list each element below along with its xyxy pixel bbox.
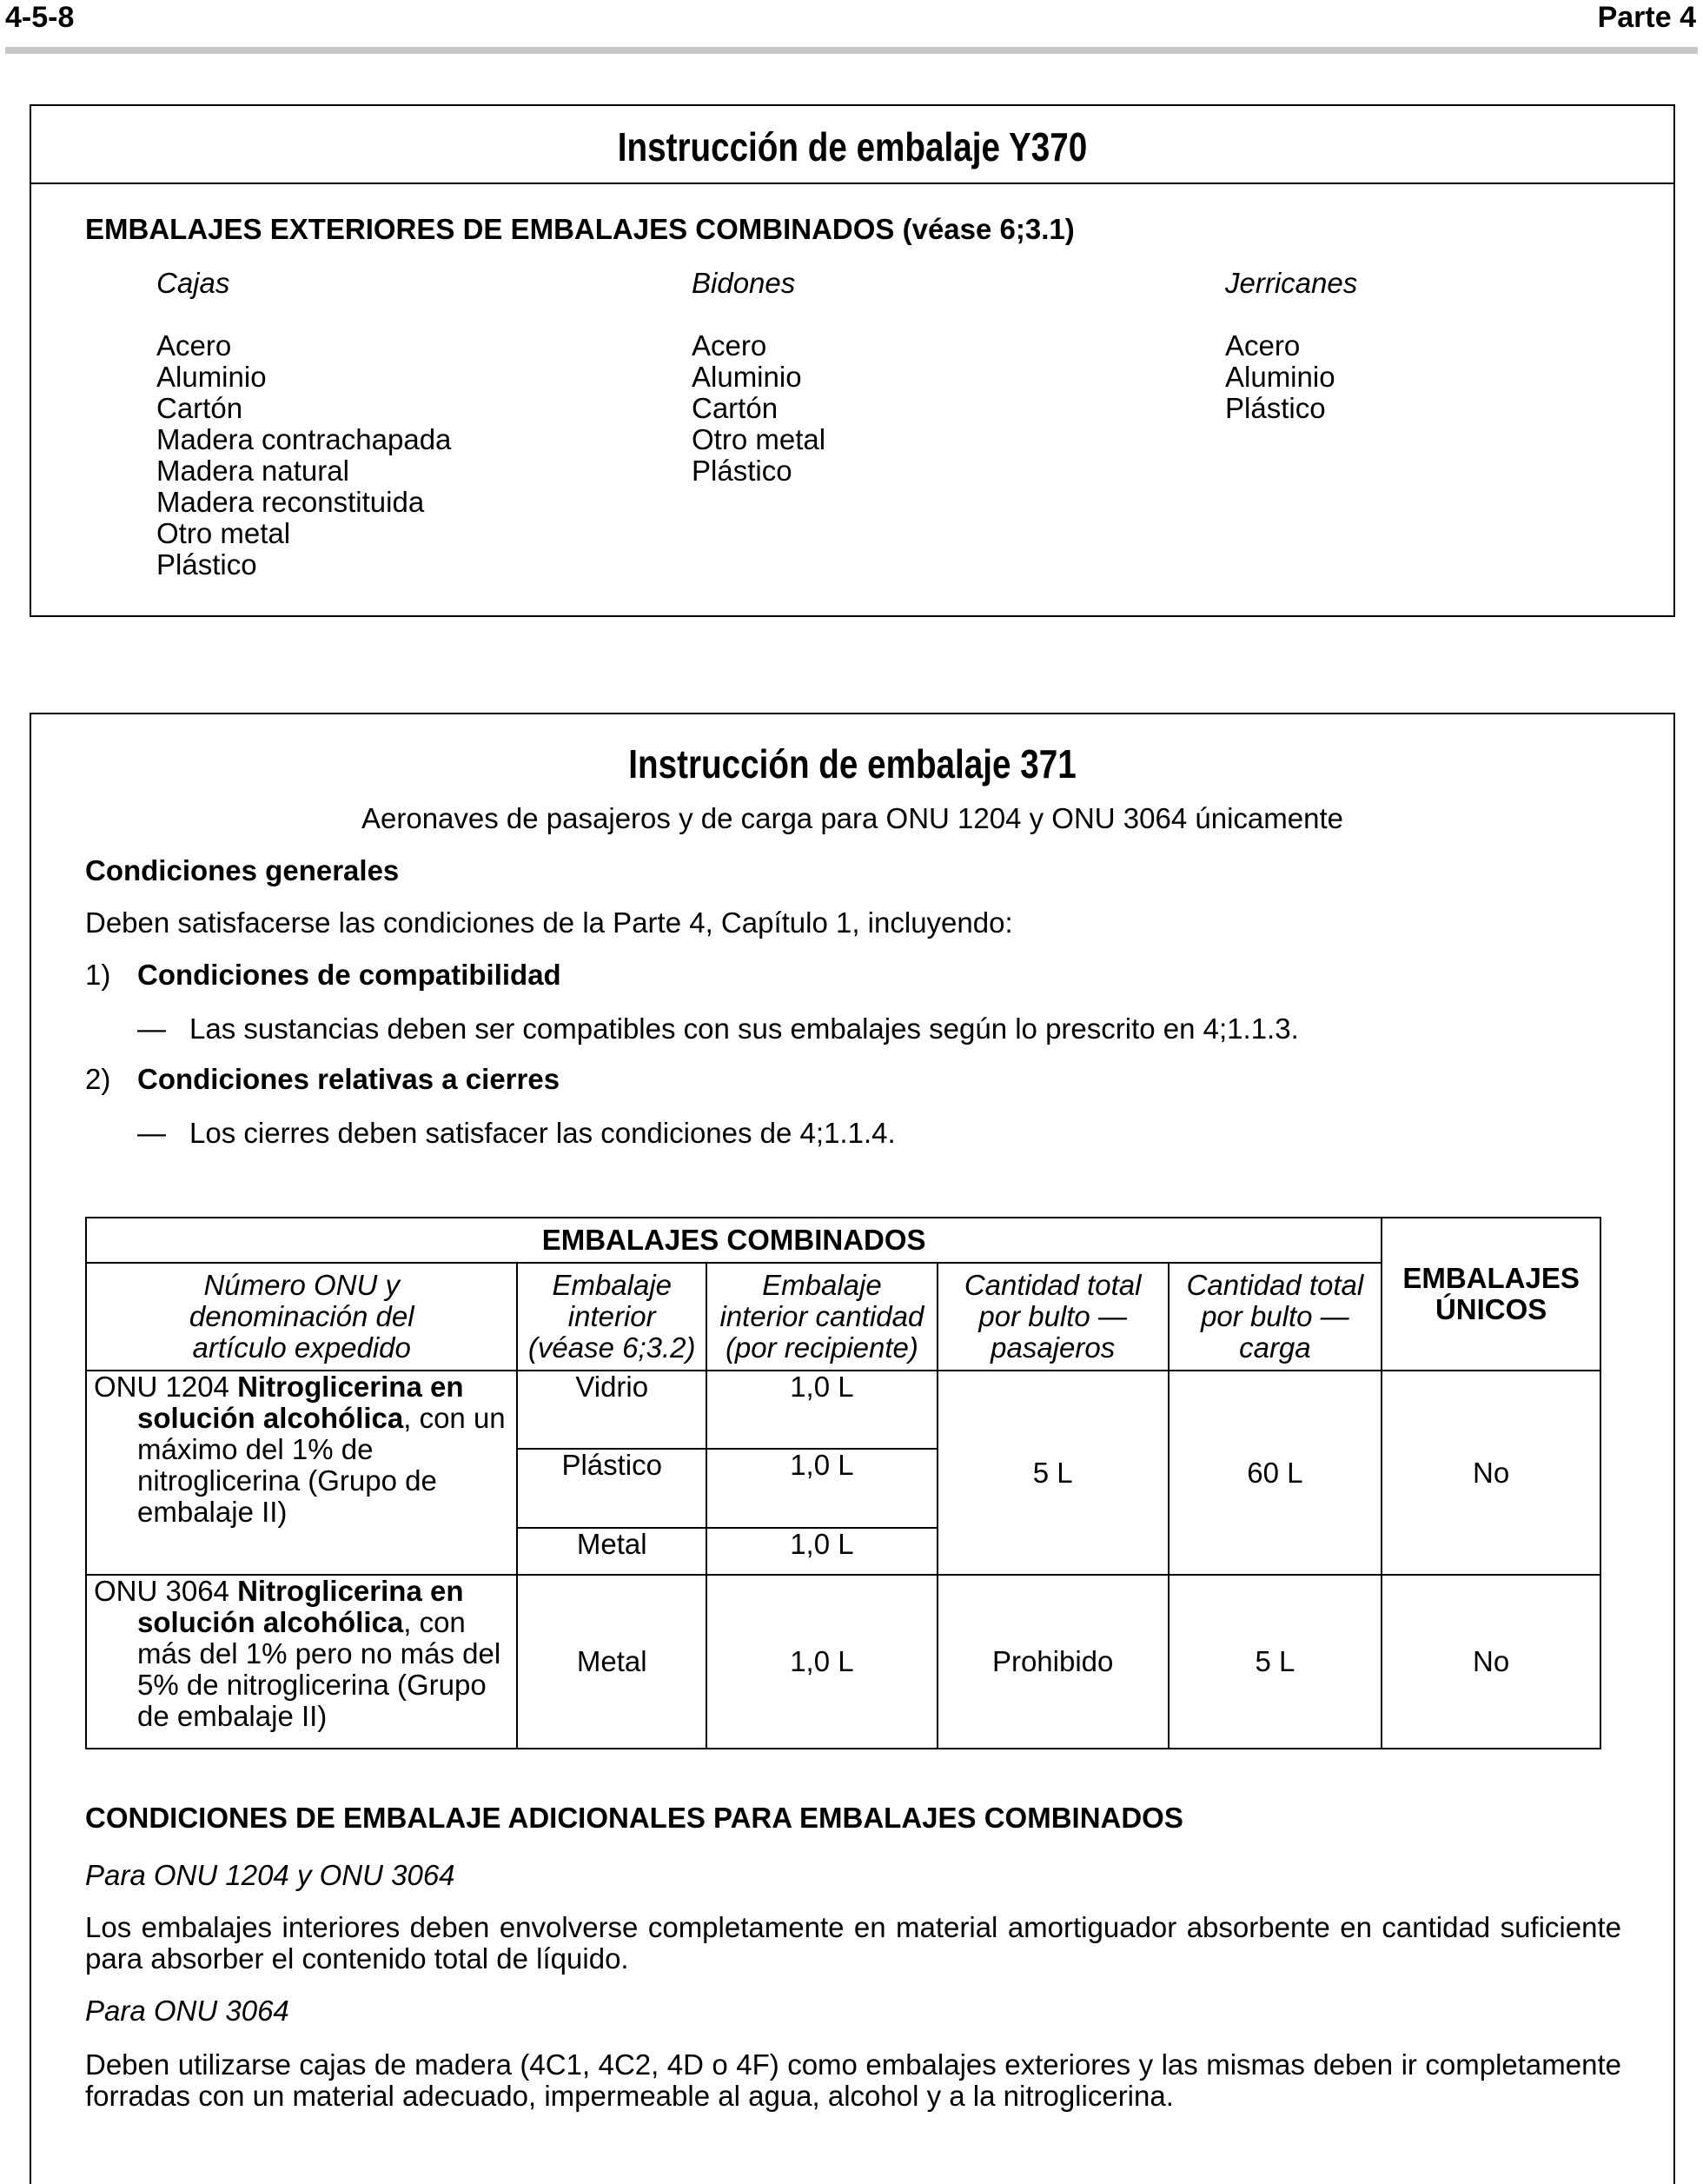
title-rule [31, 183, 1673, 184]
page-number: 4-5-8 [5, 1, 75, 34]
condition-number: 2) [85, 1063, 111, 1095]
boxes-material-list [156, 330, 451, 581]
inner-material: Plástico [517, 1449, 706, 1528]
list-item: Acero [156, 329, 232, 362]
column-heading-jerricans: Jerricanes [1225, 267, 1358, 299]
group-header: EMBALAJES COMBINADOS [86, 1218, 1382, 1263]
un-3064-description: ONU 3064 Nitroglicerina en solución alcohólica, con más del 1% pero no más del 5% de nitroglicerina (Grupo de embalaje II) [86, 1575, 517, 1749]
condition-heading-compatibility: Condiciones de compatibilidad [137, 959, 561, 991]
passenger-quantity: 5 L [938, 1371, 1169, 1575]
inner-quantity: 1,0 L [706, 1528, 938, 1575]
list-item: Aluminio [156, 361, 267, 393]
inner-material: Metal [517, 1575, 706, 1749]
list-item: Aluminio [692, 361, 802, 393]
list-item: Otro metal [156, 517, 291, 549]
cargo-quantity: 5 L [1169, 1575, 1382, 1749]
pi-371-title: Instrucción de embalaje 371 [628, 741, 1077, 787]
inner-quantity: 1,0 L [706, 1449, 938, 1528]
pi-371-subtitle: Aeronaves de pasajeros y de carga para ONU 1204 y ONU 3064 únicamente [361, 802, 1343, 834]
column-heading-drums: Bidones [692, 267, 796, 299]
list-item: Madera contrachapada [156, 423, 452, 455]
inner-packaging-header: Embalaje interior (véase 6;3.2) [517, 1263, 706, 1371]
list-item: Madera reconstituida [156, 486, 425, 518]
condition-text-compatibility: Las sustancias deben ser compatibles con sus embalajes según lo prescrito en 4;1.1.3. [189, 1012, 1299, 1045]
additional-paragraph: Deben utilizarse cajas de madera (4C1, 4C2, 4D o 4F) como embalajes exteriores y las mismas deben ir completamente forradas con un material adecuado, impermeable al agua, alcohol y a la nitroglicerina. [85, 2048, 1621, 2112]
condition-heading-closures: Condiciones relativas a cierres [137, 1063, 560, 1095]
combination-packagings-table [85, 1217, 1601, 1749]
pi-y370-title: Instrucción de embalaje Y370 [617, 124, 1088, 169]
table-row [86, 1575, 1600, 1749]
outer-packaging-heading: EMBALAJES EXTERIORES DE EMBALAJES COMBINADOS (véase 6;3.1) [85, 213, 1075, 245]
inner-quantity-header: Embalaje interior cantidad (por recipiente) [706, 1263, 938, 1371]
additional-conditions-heading: CONDICIONES DE EMBALAJE ADICIONALES PARA EMBALAJES COMBINADOS [85, 1802, 1183, 1834]
list-item: Cartón [692, 392, 779, 424]
inner-material: Metal [517, 1528, 706, 1575]
list-item: Plástico [692, 455, 792, 487]
inner-quantity: 1,0 L [706, 1371, 938, 1449]
list-item: Plástico [156, 548, 257, 581]
additional-subheading: Para ONU 3064 [85, 1995, 289, 2027]
passenger-quantity-header: Cantidad total por bulto — pasajeros [938, 1263, 1169, 1371]
inner-material: Vidrio [517, 1371, 706, 1449]
condition-text-closures: Los cierres deben satisfacer las condiciones de 4;1.1.4. [189, 1117, 896, 1149]
packing-instruction-y370 [30, 104, 1675, 617]
list-item: Acero [1225, 329, 1301, 362]
single-packaging-allowed: No [1382, 1575, 1600, 1749]
list-item: Plástico [1225, 392, 1326, 424]
header-rule [5, 47, 1698, 54]
general-conditions-heading: Condiciones generales [85, 854, 400, 886]
additional-subheading: Para ONU 1204 y ONU 3064 [85, 1859, 455, 1891]
list-item: Aluminio [1225, 361, 1335, 393]
additional-paragraph: Los embalajes interiores deben envolverse completamente en material amortiguador absorbente en cantidad suficiente para absorber el contenido total de líquido. [85, 1911, 1621, 1975]
condition-dash: — [137, 1012, 166, 1045]
list-item: Cartón [156, 392, 243, 424]
un-1204-description: ONU 1204 Nitroglicerina en solución alcohólica, con un máximo del 1% de nitroglicerina (Grupo de embalaje II) [86, 1371, 517, 1575]
list-item: Otro metal [692, 423, 826, 455]
packing-instruction-371 [30, 713, 1675, 2184]
part-label: Parte 4 [1597, 1, 1696, 34]
cargo-quantity-header: Cantidad total por bulto — carga [1169, 1263, 1382, 1371]
drums-material-list [692, 330, 825, 487]
general-conditions-intro: Deben satisfacerse las condiciones de la Parte 4, Capítulo 1, incluyendo: [85, 906, 1013, 939]
inner-quantity: 1,0 L [706, 1575, 938, 1749]
jerricans-material-list [1225, 330, 1335, 424]
single-packagings-header: EMBALAJES ÚNICOS [1382, 1218, 1600, 1371]
condition-number: 1) [85, 959, 111, 991]
cargo-quantity: 60 L [1169, 1371, 1382, 1575]
condition-dash: — [137, 1117, 166, 1149]
list-item: Madera natural [156, 455, 349, 487]
table-row [86, 1371, 1600, 1449]
single-packaging-allowed: No [1382, 1371, 1600, 1575]
list-item: Acero [692, 329, 767, 362]
passenger-quantity: Prohibido [938, 1575, 1169, 1749]
column-heading-boxes: Cajas [156, 267, 230, 299]
un-number-header: Número ONU y denominación del artículo expedido [86, 1263, 517, 1371]
